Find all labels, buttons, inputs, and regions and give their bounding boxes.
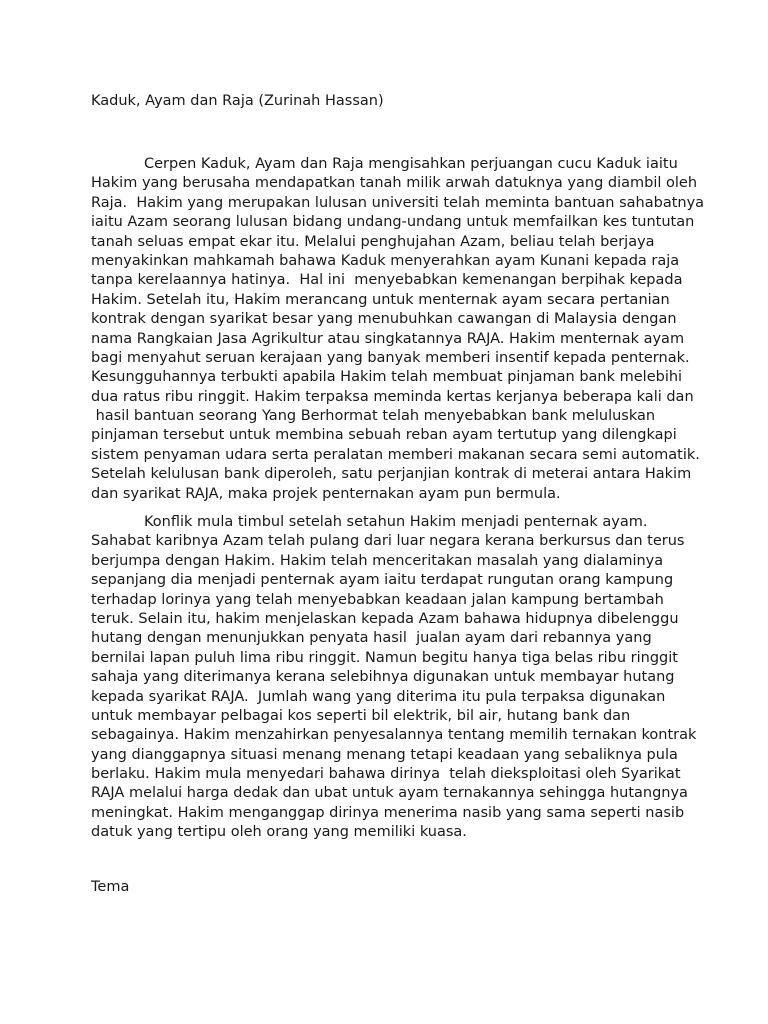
paragraph-line: Konflik mula timbul setelah setahun Hakim menjadi penternak ayam. [144,514,648,530]
paragraph-line: untuk membayar pelbagai kos seperti bil elektrik, bil air, hutang bank dan [91,707,631,724]
paragraph-line: terhadap lorinya yang telah menyebabkan keadaan jalan kampung bertambah [91,591,664,608]
paragraph-line: bernilai lapan puluh lima ribu ringgit. Namun begitu hanya tiga belas ribu ringgit [91,649,678,666]
paragraph-line: Sahabat karibnya Azam telah pulang dari luar negara kerana berkursus dan terus [91,533,685,550]
document-title: Kaduk, Ayam dan Raja (Zurinah Hassan) [91,93,384,109]
paragraph-line: nama Rangkaian Jasa Agrikultur atau singkatannya RAJA. Hakim menternak ayam [91,330,685,347]
paragraph-line: Cerpen Kaduk, Ayam dan Raja mengisahkan perjuangan cucu Kaduk iaitu [144,156,678,172]
paragraph-line: hasil bantuan seorang Yang Berhormat telah menyebabkan bank meluluskan [91,408,656,425]
paragraph-line: sistem penyaman udara serta peralatan memberi makanan secara semi automatik. [91,446,700,463]
paragraph-line: hutang dengan menunjukkan penyata hasil jualan ayam dari rebannya yang [91,630,652,647]
paragraph-line: Hakim yang berusaha mendapatkan tanah milik arwah datuknya yang diambil oleh [91,175,698,192]
paragraph-line: RAJA melalui harga dedak dan ubat untuk ayam ternakannya sehingga hutangnya [91,785,688,802]
paragraph-line: Raja. Hakim yang merupakan lulusan universiti telah meminta bantuan sahabatnya [91,194,705,211]
paragraph-line: pinjaman tersebut untuk membina sebuah reban ayam tertutup yang dilengkapi [91,427,677,444]
section-heading-tema: Tema [91,879,130,895]
paragraph-line: dua ratus ribu ringgit. Hakim terpaksa meminda kertas kerjanya beberapa kali dan [91,388,694,405]
paragraph-line: bagi menyahut seruan kerajaan yang banyak memberi insentif kepada penternak. [91,349,690,366]
paragraph-line: sebagainya. Hakim menzahirkan penyesalannya tentang memilih ternakan kontrak [91,727,697,744]
paragraph-line: yang dianggapnya situasi menang menang tetapi keadaan yang sebaliknya pula [91,746,678,763]
paragraph-line: sahaja yang diterimanya kerana selebihnya digunakan untuk membayar hutang [91,669,675,686]
paragraph-conflict [91,513,697,843]
paragraph-line: iaitu Azam seorang lulusan bidang undang-undang untuk memfailkan kes tuntutan [91,214,695,231]
paragraph-line: Hakim. Setelah itu, Hakim merancang untuk menternak ayam secara pertanian [91,291,670,308]
paragraph-line: menyakinkan mahkamah bahawa Kaduk menyerahkan ayam Kunani kepada raja [91,252,680,269]
paragraph-line: meningkat. Hakim menganggap dirinya menerima nasib yang sama seperti nasib [91,804,685,821]
paragraph-line: teruk. Selain itu, hakim menjelaskan kepada Azam bahawa hidupnya dibelenggu [91,610,679,627]
paragraph-line: datuk yang tertipu oleh orang yang memiliki kuasa. [91,824,467,841]
paragraph-line: berlaku. Hakim mula menyedari bahawa dirinya telah dieksploitasi oleh Syarikat [91,766,681,783]
paragraph-line: tanpa kerelaannya hatinya. Hal ini menyebabkan kemenangan berpihak kepada [91,272,683,289]
paragraph-line: tanah seluas empat ekar itu. Melalui penghujahan Azam, beliau telah berjaya [91,233,655,250]
paragraph-line: kontrak dengan syarikat besar yang menubuhkan cawangan di Malaysia dengan [91,311,677,328]
paragraph-line: berjumpa dengan Hakim. Hakim telah menceritakan masalah yang dialaminya [91,552,664,569]
paragraph-line: Setelah kelulusan bank diperoleh, satu perjanjian kontrak di meterai antara Hakim [91,466,692,483]
paragraph-line: sepanjang dia menjadi penternak ayam iaitu terdapat rungutan orang kampung [91,572,674,589]
paragraph-synopsis [91,155,705,504]
paragraph-line: Kesungguhannya terbukti apabila Hakim telah membuat pinjaman bank melebihi [91,369,683,386]
paragraph-line: kepada syarikat RAJA. Jumlah wang yang diterima itu pula terpaksa digunakan [91,688,666,705]
paragraph-line: dan syarikat RAJA, maka projek penternakan ayam pun bermula. [91,485,561,502]
